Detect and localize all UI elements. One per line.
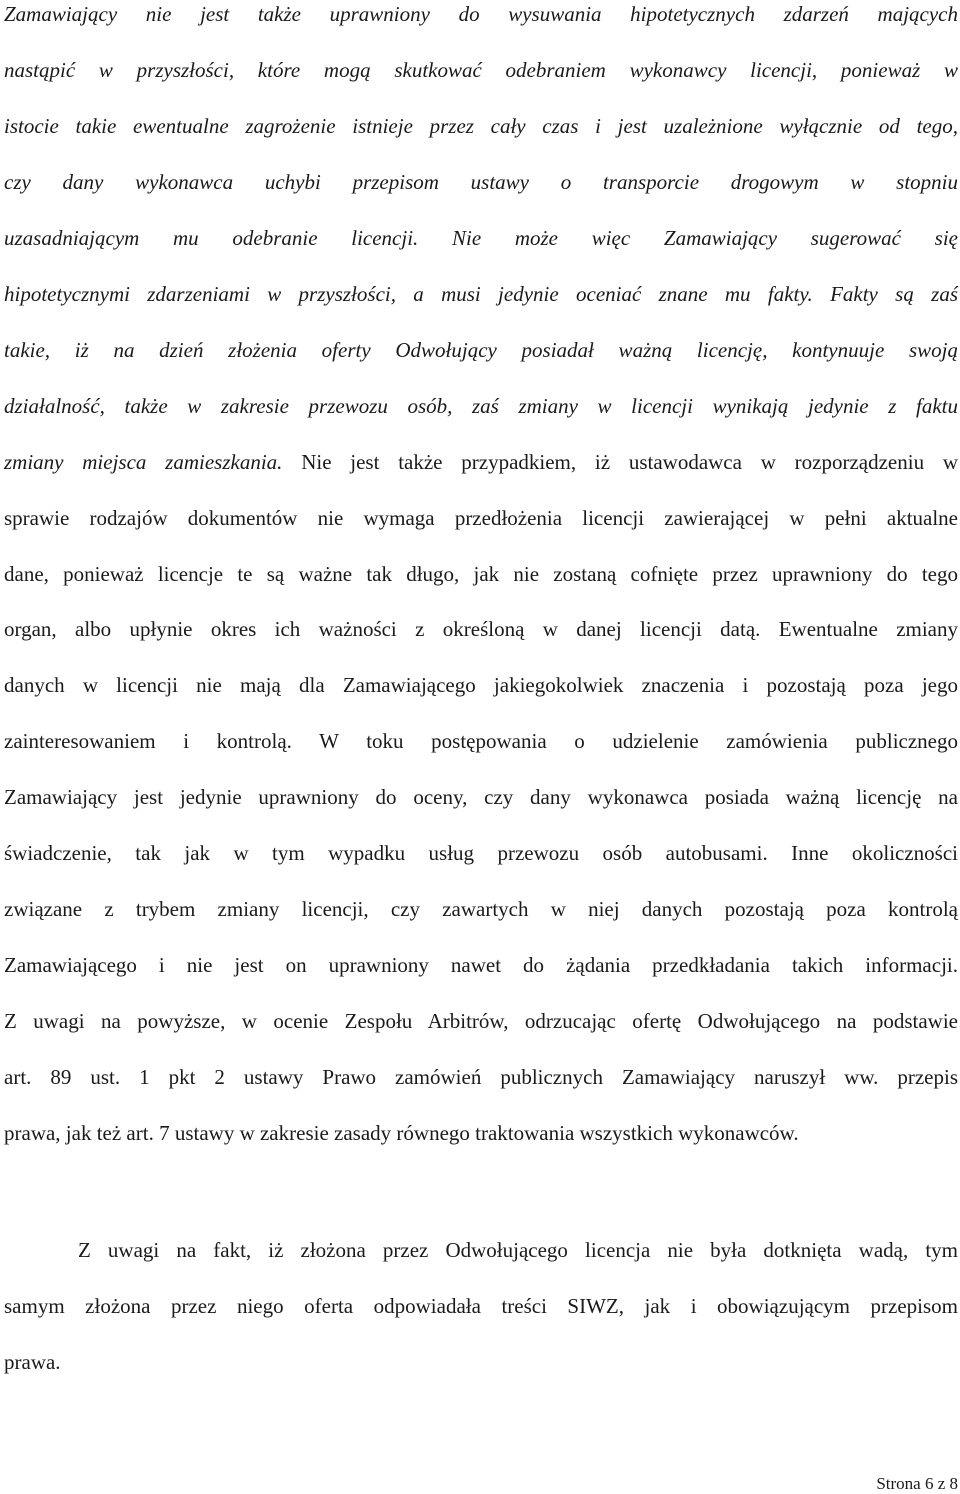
text-run: dane, ponieważ licencje te są ważne tak długo, jak nie zostaną cofnięte przez uprawniony do tego bbox=[4, 561, 958, 586]
text-run: organ, albo upłynie okres ich ważności z określoną w danej licencji datą. Ewentualne zmiany bbox=[4, 617, 958, 642]
text-run: istocie takie ewentualne zagrożenie istnieje przez cały czas i jest uzależnione wyłącznie od tego, bbox=[4, 113, 958, 138]
text-run: zainteresowaniem i kontrolą. W toku postępowania o udzielenie zamówienia publicznego bbox=[4, 729, 958, 754]
text-line bbox=[4, 1292, 958, 1332]
text-run: działalność, także w zakresie przewozu osób, zaś zmiany w licencji wynikają jedynie z faktu bbox=[4, 393, 958, 418]
text-line bbox=[4, 224, 958, 264]
text-line bbox=[4, 336, 958, 376]
text-line bbox=[4, 392, 958, 432]
text-run: Nie jest także przypadkiem, iż ustawodawca w rozporządzeniu w bbox=[301, 449, 958, 474]
text-line bbox=[4, 448, 958, 488]
text-run: danych w licencji nie mają dla Zamawiającego jakiegokolwiek znaczenia i pozostają poza jego bbox=[4, 673, 958, 698]
text-run: hipotetycznymi zdarzeniami w przyszłości, a musi jedynie oceniać znane mu fakty. Fakty są zaś bbox=[4, 281, 958, 306]
text-line bbox=[4, 1348, 958, 1388]
text-run: Zamawiający nie jest także uprawniony do wysuwania hipotetycznych zdarzeń mających bbox=[4, 2, 958, 26]
text-line bbox=[4, 504, 958, 544]
text-line bbox=[4, 56, 958, 96]
text-run: świadczenie, tak jak w tym wypadku usług przewozu osób autobusami. Inne okoliczności bbox=[4, 841, 958, 866]
text-run: uzasadniającym mu odebranie licencji. Nie może więc Zamawiający sugerować się bbox=[4, 225, 958, 250]
text-line bbox=[4, 671, 958, 711]
text-run: Zamawiającego i nie jest on uprawniony nawet do żądania przedkładania takich informacji. bbox=[4, 953, 958, 978]
text-run: związane z trybem zmiany licencji, czy zawartych w niej danych pozostają poza kontrolą bbox=[4, 897, 958, 922]
text-run: samym złożona przez niego oferta odpowiadała treści SIWZ, jak i obowiązującym przepisom bbox=[4, 1293, 958, 1318]
text-run: sprawie rodzajów dokumentów nie wymaga przedłożenia licencji zawierającej w pełni aktualne bbox=[4, 505, 958, 530]
text-line bbox=[4, 280, 958, 320]
text-run: Z uwagi na powyższe, w ocenie Zespołu Arbitrów, odrzucając ofertę Odwołującego na podstawie bbox=[4, 1009, 958, 1034]
text-run: art. 89 ust. 1 pkt 2 ustawy Prawo zamówień publicznych Zamawiający naruszył ww. przepis bbox=[4, 1065, 958, 1090]
text-run: prawa, jak też art. 7 ustawy w zakresie zasady równego traktowania wszystkich wykonawców. bbox=[4, 1121, 799, 1145]
text-run: zmiany miejsca zamieszkania. bbox=[4, 449, 302, 474]
text-run: prawa. bbox=[4, 1349, 61, 1374]
text-line bbox=[78, 1236, 958, 1276]
text-line bbox=[4, 727, 958, 767]
text-line bbox=[4, 168, 958, 208]
text-line bbox=[4, 783, 958, 823]
text-line bbox=[4, 1063, 958, 1103]
text-line bbox=[4, 1007, 958, 1047]
text-line bbox=[4, 560, 958, 600]
page-number: Strona 6 z 8 bbox=[876, 1474, 958, 1493]
text-run: czy dany wykonawca uchybi przepisom ustawy o transporcie drogowym w stopniu bbox=[4, 169, 958, 194]
text-run: nastąpić w przyszłości, które mogą skutkować odebraniem wykonawcy licencji, ponieważ w bbox=[4, 57, 958, 82]
text-run: Zamawiający jest jedynie uprawniony do oceny, czy dany wykonawca posiada ważną licencję na bbox=[4, 785, 958, 810]
text-line bbox=[4, 1119, 958, 1159]
text-line bbox=[4, 615, 958, 655]
text-line bbox=[4, 895, 958, 935]
text-line bbox=[4, 0, 958, 40]
text-run: Z uwagi na fakt, iż złożona przez Odwołującego licencja nie była dotknięta wadą, tym bbox=[78, 1238, 958, 1262]
text-line bbox=[4, 112, 958, 152]
text-line bbox=[4, 839, 958, 879]
text-run: takie, iż na dzień złożenia oferty Odwołujący posiadał ważną licencję, kontynuuje swoją bbox=[4, 337, 958, 362]
text-line bbox=[4, 951, 958, 991]
